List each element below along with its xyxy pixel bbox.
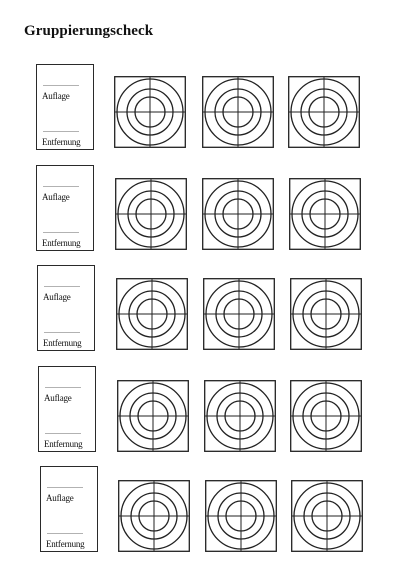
target-row xyxy=(0,165,400,255)
entfernung-label: Entfernung xyxy=(43,338,82,348)
target-graphic xyxy=(116,278,188,350)
target-graphic xyxy=(291,480,363,552)
dotted-line: .................. xyxy=(43,180,79,189)
target-graphic xyxy=(290,278,362,350)
target-icon xyxy=(118,480,190,552)
target-graphic xyxy=(290,380,362,452)
dotted-line: .................. xyxy=(44,326,80,335)
auflage-label: Auflage xyxy=(46,493,74,503)
target-row xyxy=(0,366,400,456)
label-card xyxy=(38,366,96,452)
target-icon xyxy=(288,76,360,148)
auflage-label: Auflage xyxy=(42,91,70,101)
entfernung-label: Entfernung xyxy=(44,439,83,449)
target-graphic xyxy=(202,178,274,250)
label-card xyxy=(40,466,98,552)
target-icon xyxy=(290,380,362,452)
target-icon xyxy=(202,178,274,250)
entfernung-label: Entfernung xyxy=(42,238,81,248)
dotted-line: .................. xyxy=(43,79,79,88)
dotted-line: .................. xyxy=(43,125,79,134)
target-icon xyxy=(290,278,362,350)
label-card xyxy=(36,165,94,251)
target-row xyxy=(0,64,400,154)
target-icon xyxy=(115,178,187,250)
auflage-label: Auflage xyxy=(44,393,72,403)
target-icon xyxy=(205,480,277,552)
target-graphic xyxy=(117,380,189,452)
target-row xyxy=(0,265,400,355)
target-graphic xyxy=(203,278,275,350)
page-title: Gruppierungscheck xyxy=(24,23,154,39)
dotted-line: .................. xyxy=(43,226,79,235)
target-icon xyxy=(203,278,275,350)
auflage-label: Auflage xyxy=(42,192,70,202)
dotted-line: .................. xyxy=(44,280,80,289)
label-card xyxy=(36,64,94,150)
target-graphic xyxy=(115,178,187,250)
target-icon xyxy=(291,480,363,552)
target-icon xyxy=(116,278,188,350)
dotted-line: .................. xyxy=(47,527,83,536)
target-row xyxy=(0,466,400,556)
target-graphic xyxy=(205,480,277,552)
dotted-line: .................. xyxy=(45,427,81,436)
dotted-line: .................. xyxy=(47,481,83,490)
auflage-label: Auflage xyxy=(43,292,71,302)
entfernung-label: Entfernung xyxy=(46,539,85,549)
label-card xyxy=(37,265,95,351)
target-graphic xyxy=(289,178,361,250)
target-icon xyxy=(204,380,276,452)
target-graphic xyxy=(118,480,190,552)
target-graphic xyxy=(204,380,276,452)
target-graphic xyxy=(288,76,360,148)
target-icon xyxy=(117,380,189,452)
target-icon xyxy=(114,76,186,148)
entfernung-label: Entfernung xyxy=(42,137,81,147)
dotted-line: .................. xyxy=(45,381,81,390)
target-icon xyxy=(289,178,361,250)
target-graphic xyxy=(114,76,186,148)
target-graphic xyxy=(202,76,274,148)
target-icon xyxy=(202,76,274,148)
